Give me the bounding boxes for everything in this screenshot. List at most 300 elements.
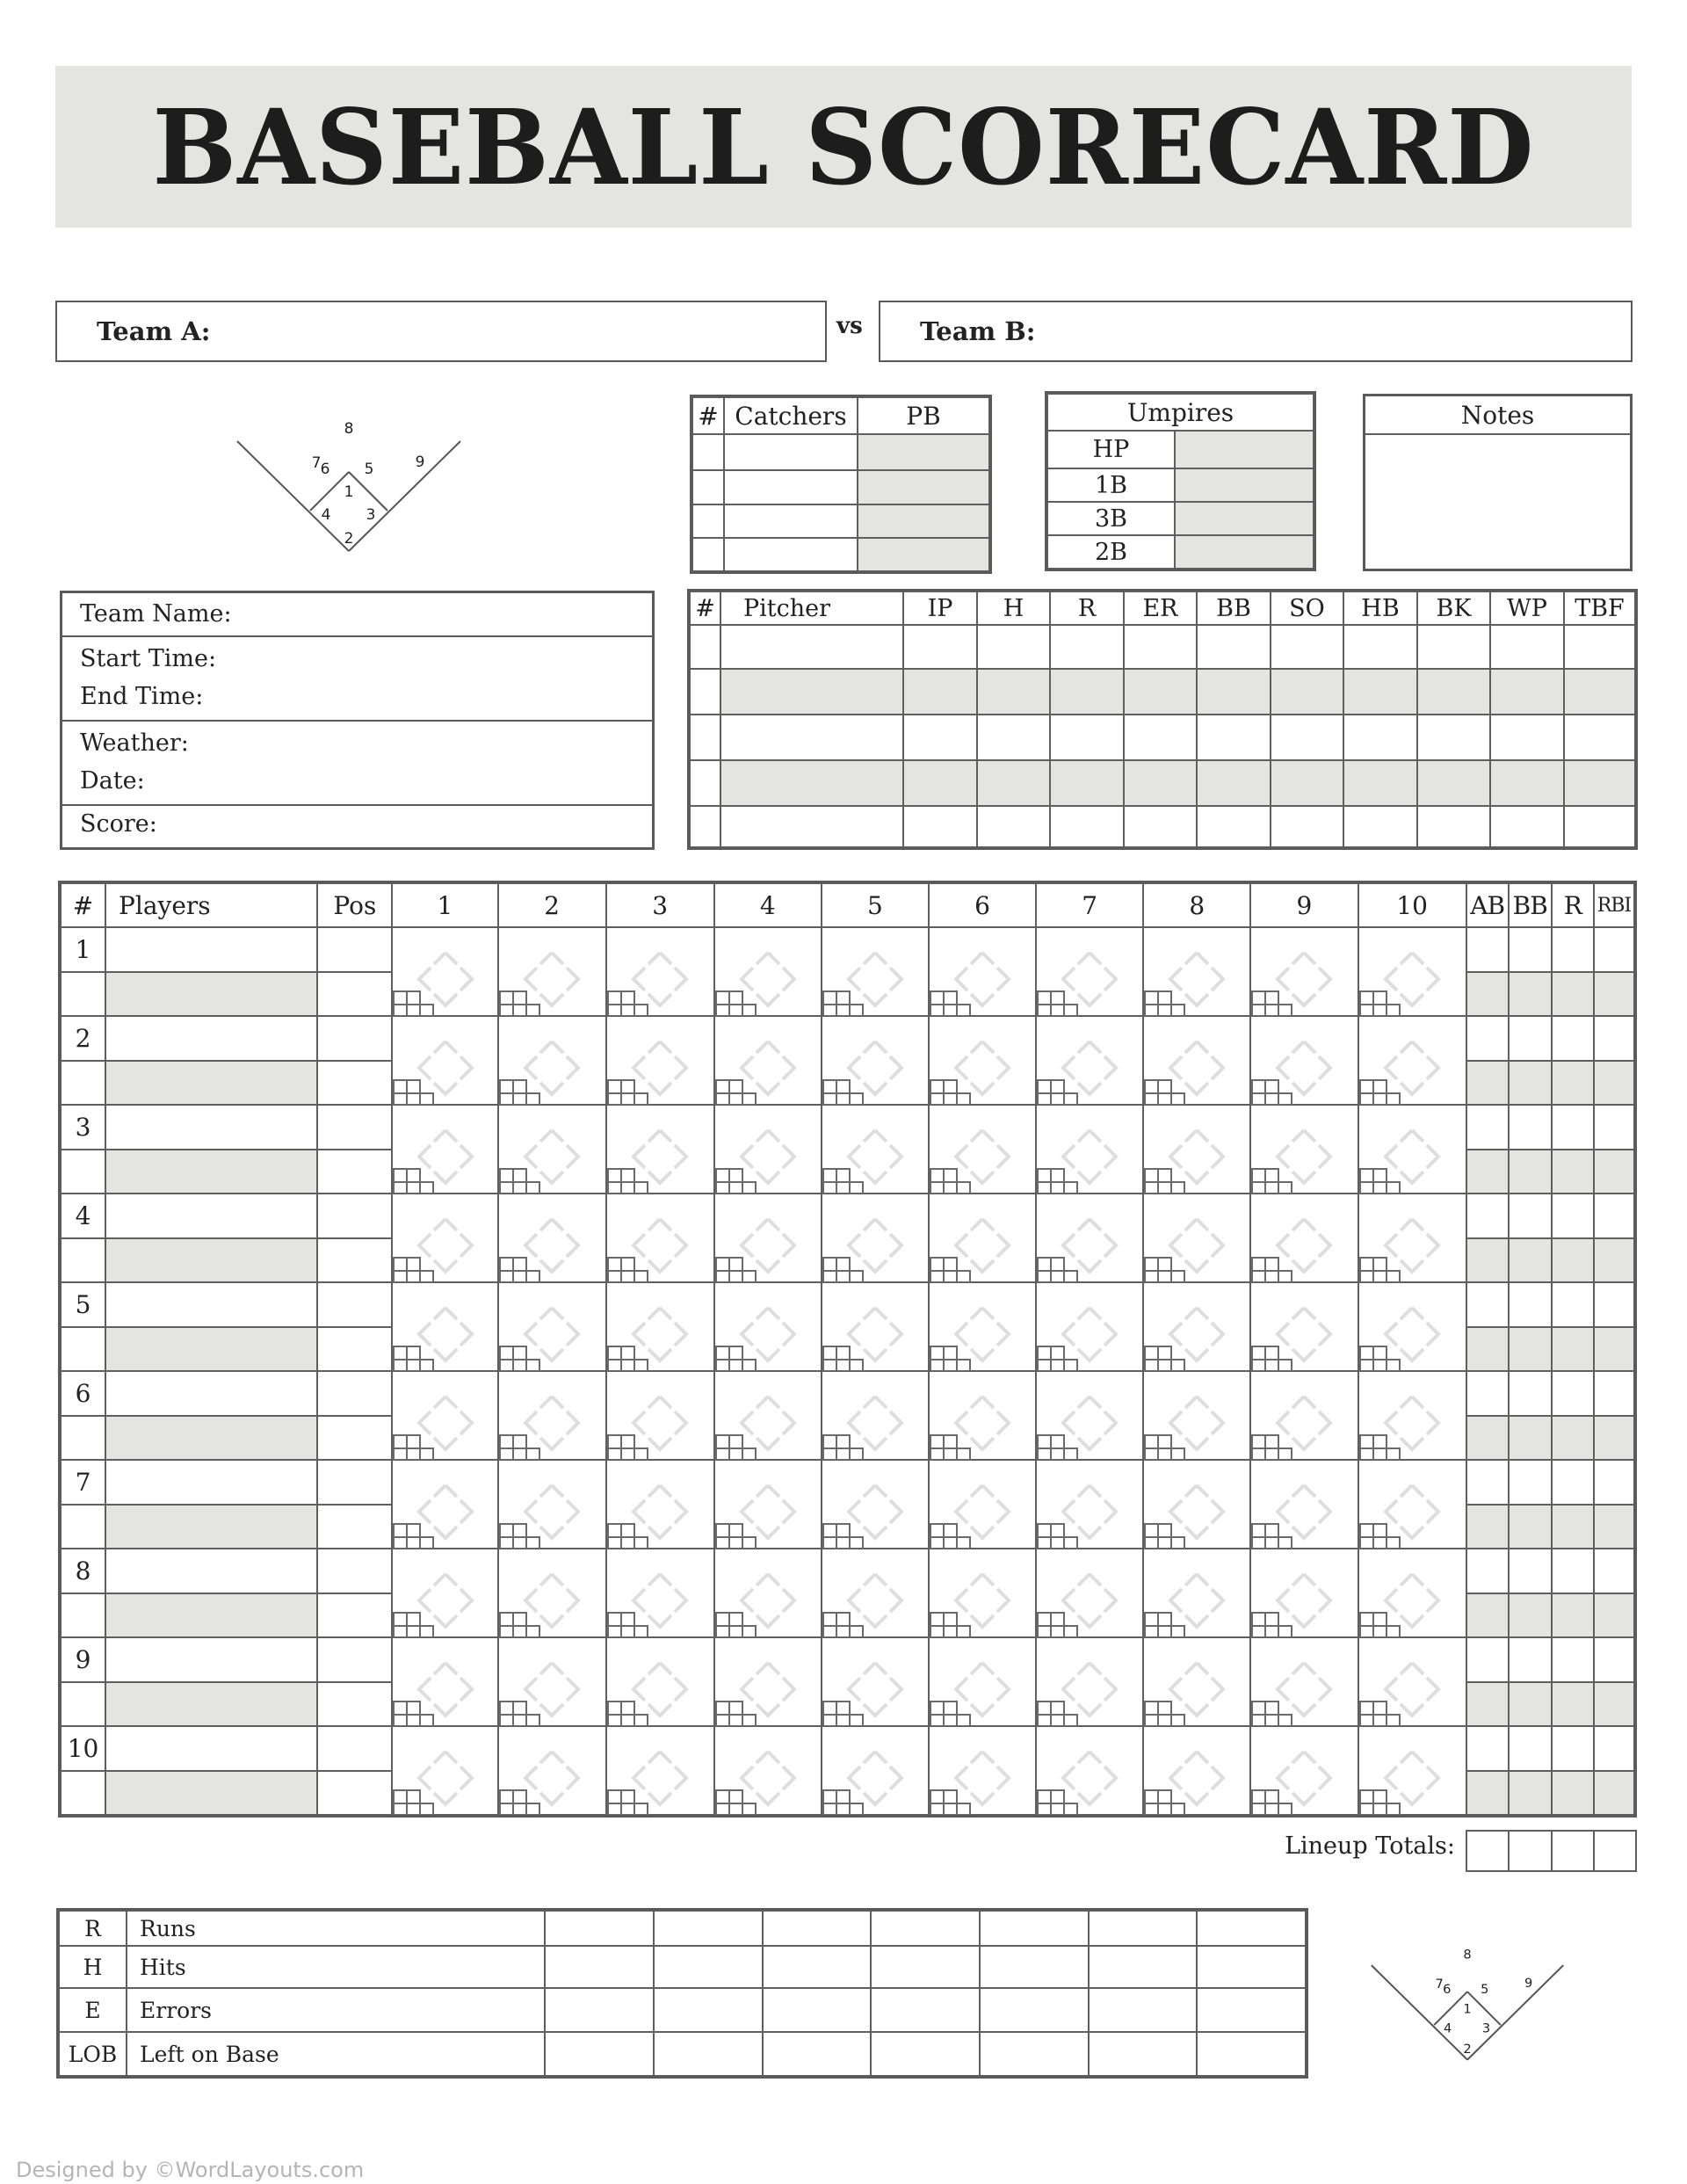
sub-num-cell[interactable]: [61, 1327, 105, 1371]
at-bat-cell[interactable]: [606, 1016, 714, 1105]
pitcher-cell-pitcher[interactable]: [720, 625, 903, 669]
pitcher-cell-num[interactable]: [690, 806, 720, 847]
sub-stat-cell-bb[interactable]: [1509, 1061, 1552, 1105]
at-bat-cell[interactable]: [714, 1549, 822, 1637]
pitcher-cell-so[interactable]: [1271, 806, 1343, 847]
sub-stat-cell-ab[interactable]: [1466, 1238, 1509, 1282]
sub-num-cell[interactable]: [61, 1505, 105, 1549]
stat-cell-ab[interactable]: [1466, 1105, 1509, 1150]
at-bat-cell[interactable]: [822, 1105, 929, 1194]
stat-cell-rbi[interactable]: [1594, 1637, 1634, 1682]
at-bat-cell[interactable]: [1036, 1194, 1143, 1282]
stat-cell-r[interactable]: [1552, 1194, 1594, 1238]
at-bat-cell[interactable]: [1250, 1105, 1358, 1194]
catcher-pb-cell[interactable]: [858, 434, 989, 470]
stat-cell-r[interactable]: [1552, 1726, 1594, 1771]
total-ab-cell[interactable]: [1466, 1831, 1509, 1871]
notes-box[interactable]: [1363, 394, 1633, 571]
pitcher-cell-bk[interactable]: [1417, 715, 1490, 760]
sub-stat-cell-r[interactable]: [1552, 1238, 1594, 1282]
at-bat-cell[interactable]: [714, 1016, 822, 1105]
at-bat-cell[interactable]: [1358, 1726, 1466, 1815]
at-bat-cell[interactable]: [1143, 1371, 1250, 1460]
stat-cell-r[interactable]: [1552, 1549, 1594, 1593]
sub-stat-cell-bb[interactable]: [1509, 1505, 1552, 1549]
pitcher-cell-wp[interactable]: [1490, 760, 1564, 806]
stat-cell-bb[interactable]: [1509, 1016, 1552, 1061]
at-bat-cell[interactable]: [929, 1371, 1036, 1460]
player-name-cell[interactable]: [105, 927, 317, 972]
sub-num-cell[interactable]: [61, 1061, 105, 1105]
pitcher-cell-pitcher[interactable]: [720, 715, 903, 760]
pitcher-cell-h[interactable]: [977, 806, 1050, 847]
sub-stat-cell-ab[interactable]: [1466, 1593, 1509, 1637]
pitcher-cell-tbf[interactable]: [1564, 669, 1635, 715]
substitute-pos-cell[interactable]: [317, 1416, 392, 1460]
line-score-cell[interactable]: [871, 1946, 980, 1988]
stat-cell-bb[interactable]: [1509, 927, 1552, 972]
pitcher-cell-num[interactable]: [690, 715, 720, 760]
sub-num-cell[interactable]: [61, 1593, 105, 1637]
at-bat-cell[interactable]: [1250, 1549, 1358, 1637]
player-name-cell[interactable]: [105, 1371, 317, 1416]
catcher-num-cell[interactable]: [692, 504, 724, 538]
team-a-field[interactable]: [55, 301, 827, 362]
sub-num-cell[interactable]: [61, 1682, 105, 1726]
line-score-cell[interactable]: [1089, 1911, 1197, 1946]
at-bat-cell[interactable]: [1143, 1726, 1250, 1815]
substitute-pos-cell[interactable]: [317, 1327, 392, 1371]
pitcher-cell-pitcher[interactable]: [720, 806, 903, 847]
sub-stat-cell-r[interactable]: [1552, 972, 1594, 1016]
stat-cell-rbi[interactable]: [1594, 1371, 1634, 1416]
pitcher-cell-tbf[interactable]: [1564, 715, 1635, 760]
stat-cell-rbi[interactable]: [1594, 1726, 1634, 1771]
pitcher-cell-ip[interactable]: [903, 760, 977, 806]
sub-stat-cell-rbi[interactable]: [1594, 972, 1634, 1016]
stat-cell-r[interactable]: [1552, 1016, 1594, 1061]
player-name-cell[interactable]: [105, 1194, 317, 1238]
pitcher-cell-tbf[interactable]: [1564, 760, 1635, 806]
line-score-cell[interactable]: [1197, 1911, 1306, 1946]
pitcher-cell-so[interactable]: [1271, 669, 1343, 715]
at-bat-cell[interactable]: [498, 1282, 606, 1371]
at-bat-cell[interactable]: [1250, 1726, 1358, 1815]
at-bat-cell[interactable]: [606, 1105, 714, 1194]
team-b-field[interactable]: [879, 301, 1633, 362]
stat-cell-ab[interactable]: [1466, 1282, 1509, 1327]
at-bat-cell[interactable]: [1143, 927, 1250, 1016]
pitcher-cell-bb[interactable]: [1197, 806, 1271, 847]
at-bat-cell[interactable]: [1358, 927, 1466, 1016]
substitute-name-cell[interactable]: [105, 1061, 317, 1105]
at-bat-cell[interactable]: [606, 1637, 714, 1726]
substitute-pos-cell[interactable]: [317, 1238, 392, 1282]
substitute-name-cell[interactable]: [105, 1416, 317, 1460]
sub-stat-cell-rbi[interactable]: [1594, 1771, 1634, 1815]
at-bat-cell[interactable]: [714, 1460, 822, 1549]
sub-stat-cell-ab[interactable]: [1466, 1771, 1509, 1815]
sub-stat-cell-bb[interactable]: [1509, 1150, 1552, 1194]
weather-date-fields[interactable]: [62, 722, 652, 806]
stat-cell-ab[interactable]: [1466, 1194, 1509, 1238]
pitcher-cell-h[interactable]: [977, 625, 1050, 669]
at-bat-cell[interactable]: [1358, 1282, 1466, 1371]
line-score-cell[interactable]: [1197, 2032, 1306, 2076]
catcher-num-cell[interactable]: [692, 538, 724, 571]
sub-stat-cell-ab[interactable]: [1466, 972, 1509, 1016]
stat-cell-bb[interactable]: [1509, 1105, 1552, 1150]
at-bat-cell[interactable]: [822, 1549, 929, 1637]
catcher-pb-cell[interactable]: [858, 538, 989, 571]
at-bat-cell[interactable]: [1358, 1460, 1466, 1549]
stat-cell-r[interactable]: [1552, 1371, 1594, 1416]
substitute-name-cell[interactable]: [105, 1238, 317, 1282]
sub-stat-cell-r[interactable]: [1552, 1682, 1594, 1726]
substitute-name-cell[interactable]: [105, 1150, 317, 1194]
sub-stat-cell-rbi[interactable]: [1594, 1238, 1634, 1282]
pitcher-cell-hb[interactable]: [1343, 669, 1417, 715]
sub-stat-cell-bb[interactable]: [1509, 1327, 1552, 1371]
player-name-cell[interactable]: [105, 1105, 317, 1150]
at-bat-cell[interactable]: [714, 1371, 822, 1460]
at-bat-cell[interactable]: [1143, 1194, 1250, 1282]
player-pos-cell[interactable]: [317, 1194, 392, 1238]
stat-cell-r[interactable]: [1552, 1105, 1594, 1150]
at-bat-cell[interactable]: [822, 1282, 929, 1371]
pitcher-cell-so[interactable]: [1271, 715, 1343, 760]
at-bat-cell[interactable]: [929, 1105, 1036, 1194]
sub-num-cell[interactable]: [61, 1416, 105, 1460]
player-name-cell[interactable]: [105, 1016, 317, 1061]
sub-stat-cell-bb[interactable]: [1509, 1238, 1552, 1282]
pitcher-cell-pitcher[interactable]: [720, 669, 903, 715]
player-pos-cell[interactable]: [317, 927, 392, 972]
substitute-pos-cell[interactable]: [317, 1505, 392, 1549]
sub-stat-cell-ab[interactable]: [1466, 1150, 1509, 1194]
pitcher-cell-er[interactable]: [1124, 625, 1197, 669]
at-bat-cell[interactable]: [392, 1637, 497, 1726]
pitcher-cell-bb[interactable]: [1197, 669, 1271, 715]
at-bat-cell[interactable]: [392, 1549, 497, 1637]
stat-cell-ab[interactable]: [1466, 1371, 1509, 1416]
at-bat-cell[interactable]: [606, 1460, 714, 1549]
at-bat-cell[interactable]: [392, 1282, 497, 1371]
player-name-cell[interactable]: [105, 1282, 317, 1327]
at-bat-cell[interactable]: [392, 1194, 497, 1282]
sub-stat-cell-rbi[interactable]: [1594, 1061, 1634, 1105]
catcher-name-cell[interactable]: [724, 538, 858, 571]
at-bat-cell[interactable]: [929, 1726, 1036, 1815]
sub-stat-cell-rbi[interactable]: [1594, 1505, 1634, 1549]
at-bat-cell[interactable]: [714, 1105, 822, 1194]
at-bat-cell[interactable]: [392, 1460, 497, 1549]
pitcher-cell-hb[interactable]: [1343, 760, 1417, 806]
at-bat-cell[interactable]: [929, 1194, 1036, 1282]
stat-cell-rbi[interactable]: [1594, 927, 1634, 972]
sub-num-cell[interactable]: [61, 972, 105, 1016]
at-bat-cell[interactable]: [1036, 1016, 1143, 1105]
sub-stat-cell-bb[interactable]: [1509, 1682, 1552, 1726]
sub-stat-cell-ab[interactable]: [1466, 1327, 1509, 1371]
at-bat-cell[interactable]: [1143, 1105, 1250, 1194]
line-score-cell[interactable]: [763, 1988, 871, 2032]
umpire-name-cell[interactable]: [1175, 535, 1314, 569]
at-bat-cell[interactable]: [1250, 1194, 1358, 1282]
line-score-cell[interactable]: [545, 2032, 654, 2076]
catcher-name-cell[interactable]: [724, 434, 858, 470]
line-score-cell[interactable]: [980, 2032, 1089, 2076]
at-bat-cell[interactable]: [1358, 1016, 1466, 1105]
substitute-pos-cell[interactable]: [317, 1593, 392, 1637]
substitute-name-cell[interactable]: [105, 1682, 317, 1726]
at-bat-cell[interactable]: [498, 1726, 606, 1815]
at-bat-cell[interactable]: [392, 1371, 497, 1460]
total-rbi-cell[interactable]: [1594, 1831, 1636, 1871]
substitute-name-cell[interactable]: [105, 1327, 317, 1371]
stat-cell-rbi[interactable]: [1594, 1194, 1634, 1238]
pitcher-cell-so[interactable]: [1271, 625, 1343, 669]
sub-stat-cell-rbi[interactable]: [1594, 1682, 1634, 1726]
at-bat-cell[interactable]: [498, 1194, 606, 1282]
stat-cell-bb[interactable]: [1509, 1549, 1552, 1593]
sub-stat-cell-r[interactable]: [1552, 1150, 1594, 1194]
stat-cell-ab[interactable]: [1466, 1460, 1509, 1505]
at-bat-cell[interactable]: [1358, 1194, 1466, 1282]
at-bat-cell[interactable]: [822, 1460, 929, 1549]
at-bat-cell[interactable]: [822, 1194, 929, 1282]
at-bat-cell[interactable]: [1143, 1637, 1250, 1726]
at-bat-cell[interactable]: [606, 1282, 714, 1371]
substitute-pos-cell[interactable]: [317, 1771, 392, 1815]
at-bat-cell[interactable]: [714, 927, 822, 1016]
at-bat-cell[interactable]: [822, 927, 929, 1016]
pitcher-cell-r[interactable]: [1050, 669, 1124, 715]
pitcher-cell-er[interactable]: [1124, 806, 1197, 847]
at-bat-cell[interactable]: [929, 927, 1036, 1016]
at-bat-cell[interactable]: [714, 1726, 822, 1815]
player-pos-cell[interactable]: [317, 1282, 392, 1327]
at-bat-cell[interactable]: [1250, 1282, 1358, 1371]
line-score-cell[interactable]: [1089, 2032, 1197, 2076]
pitcher-cell-num[interactable]: [690, 669, 720, 715]
line-score-cell[interactable]: [654, 1911, 763, 1946]
stat-cell-r[interactable]: [1552, 1282, 1594, 1327]
at-bat-cell[interactable]: [606, 927, 714, 1016]
pitcher-cell-r[interactable]: [1050, 625, 1124, 669]
pitcher-cell-bk[interactable]: [1417, 669, 1490, 715]
line-score-cell[interactable]: [763, 2032, 871, 2076]
pitcher-cell-bk[interactable]: [1417, 625, 1490, 669]
sub-stat-cell-ab[interactable]: [1466, 1061, 1509, 1105]
pitcher-cell-h[interactable]: [977, 669, 1050, 715]
time-fields[interactable]: [62, 637, 652, 722]
at-bat-cell[interactable]: [1250, 1637, 1358, 1726]
at-bat-cell[interactable]: [1250, 1016, 1358, 1105]
pitcher-cell-bb[interactable]: [1197, 715, 1271, 760]
pitcher-cell-wp[interactable]: [1490, 625, 1564, 669]
total-bb-cell[interactable]: [1509, 1831, 1552, 1871]
sub-stat-cell-r[interactable]: [1552, 1327, 1594, 1371]
stat-cell-r[interactable]: [1552, 1637, 1594, 1682]
at-bat-cell[interactable]: [1036, 1460, 1143, 1549]
at-bat-cell[interactable]: [606, 1549, 714, 1637]
at-bat-cell[interactable]: [822, 1637, 929, 1726]
at-bat-cell[interactable]: [1358, 1637, 1466, 1726]
pitcher-cell-ip[interactable]: [903, 715, 977, 760]
umpire-name-cell[interactable]: [1175, 431, 1314, 468]
sub-num-cell[interactable]: [61, 1150, 105, 1194]
stat-cell-r[interactable]: [1552, 927, 1594, 972]
at-bat-cell[interactable]: [498, 1371, 606, 1460]
at-bat-cell[interactable]: [392, 927, 497, 1016]
sub-stat-cell-r[interactable]: [1552, 1061, 1594, 1105]
pitcher-cell-ip[interactable]: [903, 669, 977, 715]
substitute-name-cell[interactable]: [105, 1771, 317, 1815]
line-score-cell[interactable]: [871, 2032, 980, 2076]
sub-stat-cell-rbi[interactable]: [1594, 1150, 1634, 1194]
player-name-cell[interactable]: [105, 1549, 317, 1593]
sub-stat-cell-ab[interactable]: [1466, 1416, 1509, 1460]
line-score-cell[interactable]: [980, 1946, 1089, 1988]
score-field[interactable]: [62, 806, 652, 847]
player-pos-cell[interactable]: [317, 1016, 392, 1061]
sub-stat-cell-bb[interactable]: [1509, 1416, 1552, 1460]
pitcher-cell-wp[interactable]: [1490, 669, 1564, 715]
at-bat-cell[interactable]: [498, 927, 606, 1016]
team-name-field[interactable]: [62, 593, 652, 637]
player-pos-cell[interactable]: [317, 1105, 392, 1150]
sub-stat-cell-r[interactable]: [1552, 1505, 1594, 1549]
at-bat-cell[interactable]: [822, 1371, 929, 1460]
stat-cell-rbi[interactable]: [1594, 1105, 1634, 1150]
sub-stat-cell-ab[interactable]: [1466, 1505, 1509, 1549]
at-bat-cell[interactable]: [929, 1016, 1036, 1105]
line-score-cell[interactable]: [545, 1911, 654, 1946]
at-bat-cell[interactable]: [929, 1460, 1036, 1549]
sub-stat-cell-ab[interactable]: [1466, 1682, 1509, 1726]
at-bat-cell[interactable]: [606, 1194, 714, 1282]
pitcher-cell-wp[interactable]: [1490, 806, 1564, 847]
sub-stat-cell-bb[interactable]: [1509, 1593, 1552, 1637]
line-score-cell[interactable]: [980, 1911, 1089, 1946]
catcher-pb-cell[interactable]: [858, 470, 989, 504]
at-bat-cell[interactable]: [714, 1282, 822, 1371]
at-bat-cell[interactable]: [929, 1637, 1036, 1726]
stat-cell-rbi[interactable]: [1594, 1016, 1634, 1061]
stat-cell-bb[interactable]: [1509, 1460, 1552, 1505]
line-score-cell[interactable]: [763, 1946, 871, 1988]
umpire-name-cell[interactable]: [1175, 502, 1314, 535]
at-bat-cell[interactable]: [822, 1016, 929, 1105]
pitcher-cell-tbf[interactable]: [1564, 625, 1635, 669]
stat-cell-ab[interactable]: [1466, 1637, 1509, 1682]
line-score-cell[interactable]: [545, 1946, 654, 1988]
catcher-num-cell[interactable]: [692, 470, 724, 504]
substitute-pos-cell[interactable]: [317, 972, 392, 1016]
stat-cell-bb[interactable]: [1509, 1637, 1552, 1682]
stat-cell-bb[interactable]: [1509, 1726, 1552, 1771]
at-bat-cell[interactable]: [498, 1549, 606, 1637]
pitcher-cell-bk[interactable]: [1417, 760, 1490, 806]
player-pos-cell[interactable]: [317, 1460, 392, 1505]
catcher-num-cell[interactable]: [692, 434, 724, 470]
player-pos-cell[interactable]: [317, 1637, 392, 1682]
pitcher-cell-r[interactable]: [1050, 806, 1124, 847]
substitute-name-cell[interactable]: [105, 972, 317, 1016]
at-bat-cell[interactable]: [929, 1549, 1036, 1637]
sub-stat-cell-bb[interactable]: [1509, 1771, 1552, 1815]
at-bat-cell[interactable]: [392, 1105, 497, 1194]
at-bat-cell[interactable]: [1036, 1726, 1143, 1815]
line-score-cell[interactable]: [871, 1988, 980, 2032]
stat-cell-bb[interactable]: [1509, 1371, 1552, 1416]
line-score-cell[interactable]: [871, 1911, 980, 1946]
line-score-cell[interactable]: [980, 1988, 1089, 2032]
sub-num-cell[interactable]: [61, 1238, 105, 1282]
stat-cell-rbi[interactable]: [1594, 1282, 1634, 1327]
sub-stat-cell-rbi[interactable]: [1594, 1416, 1634, 1460]
at-bat-cell[interactable]: [929, 1282, 1036, 1371]
stat-cell-ab[interactable]: [1466, 1549, 1509, 1593]
at-bat-cell[interactable]: [1250, 927, 1358, 1016]
pitcher-cell-bb[interactable]: [1197, 760, 1271, 806]
at-bat-cell[interactable]: [1358, 1105, 1466, 1194]
at-bat-cell[interactable]: [1036, 1105, 1143, 1194]
pitcher-cell-ip[interactable]: [903, 806, 977, 847]
substitute-name-cell[interactable]: [105, 1593, 317, 1637]
sub-stat-cell-r[interactable]: [1552, 1416, 1594, 1460]
catcher-name-cell[interactable]: [724, 470, 858, 504]
player-pos-cell[interactable]: [317, 1549, 392, 1593]
at-bat-cell[interactable]: [1143, 1282, 1250, 1371]
pitcher-cell-num[interactable]: [690, 760, 720, 806]
line-score-cell[interactable]: [1197, 1946, 1306, 1988]
stat-cell-ab[interactable]: [1466, 1726, 1509, 1771]
stat-cell-ab[interactable]: [1466, 927, 1509, 972]
at-bat-cell[interactable]: [1143, 1460, 1250, 1549]
line-score-cell[interactable]: [654, 1946, 763, 1988]
sub-stat-cell-bb[interactable]: [1509, 972, 1552, 1016]
line-score-cell[interactable]: [1089, 1946, 1197, 1988]
substitute-pos-cell[interactable]: [317, 1150, 392, 1194]
at-bat-cell[interactable]: [606, 1371, 714, 1460]
substitute-name-cell[interactable]: [105, 1505, 317, 1549]
stat-cell-bb[interactable]: [1509, 1194, 1552, 1238]
pitcher-cell-so[interactable]: [1271, 760, 1343, 806]
at-bat-cell[interactable]: [1358, 1371, 1466, 1460]
pitcher-cell-er[interactable]: [1124, 760, 1197, 806]
catcher-pb-cell[interactable]: [858, 504, 989, 538]
pitcher-cell-h[interactable]: [977, 760, 1050, 806]
pitcher-cell-r[interactable]: [1050, 715, 1124, 760]
at-bat-cell[interactable]: [606, 1726, 714, 1815]
line-score-cell[interactable]: [1197, 1988, 1306, 2032]
pitcher-cell-hb[interactable]: [1343, 625, 1417, 669]
line-score-cell[interactable]: [654, 2032, 763, 2076]
pitcher-cell-bb[interactable]: [1197, 625, 1271, 669]
pitcher-cell-num[interactable]: [690, 625, 720, 669]
player-pos-cell[interactable]: [317, 1371, 392, 1416]
pitcher-cell-er[interactable]: [1124, 715, 1197, 760]
pitcher-cell-ip[interactable]: [903, 625, 977, 669]
at-bat-cell[interactable]: [498, 1016, 606, 1105]
line-score-cell[interactable]: [763, 1911, 871, 1946]
at-bat-cell[interactable]: [822, 1726, 929, 1815]
at-bat-cell[interactable]: [1250, 1460, 1358, 1549]
stat-cell-bb[interactable]: [1509, 1282, 1552, 1327]
line-score-cell[interactable]: [545, 1988, 654, 2032]
